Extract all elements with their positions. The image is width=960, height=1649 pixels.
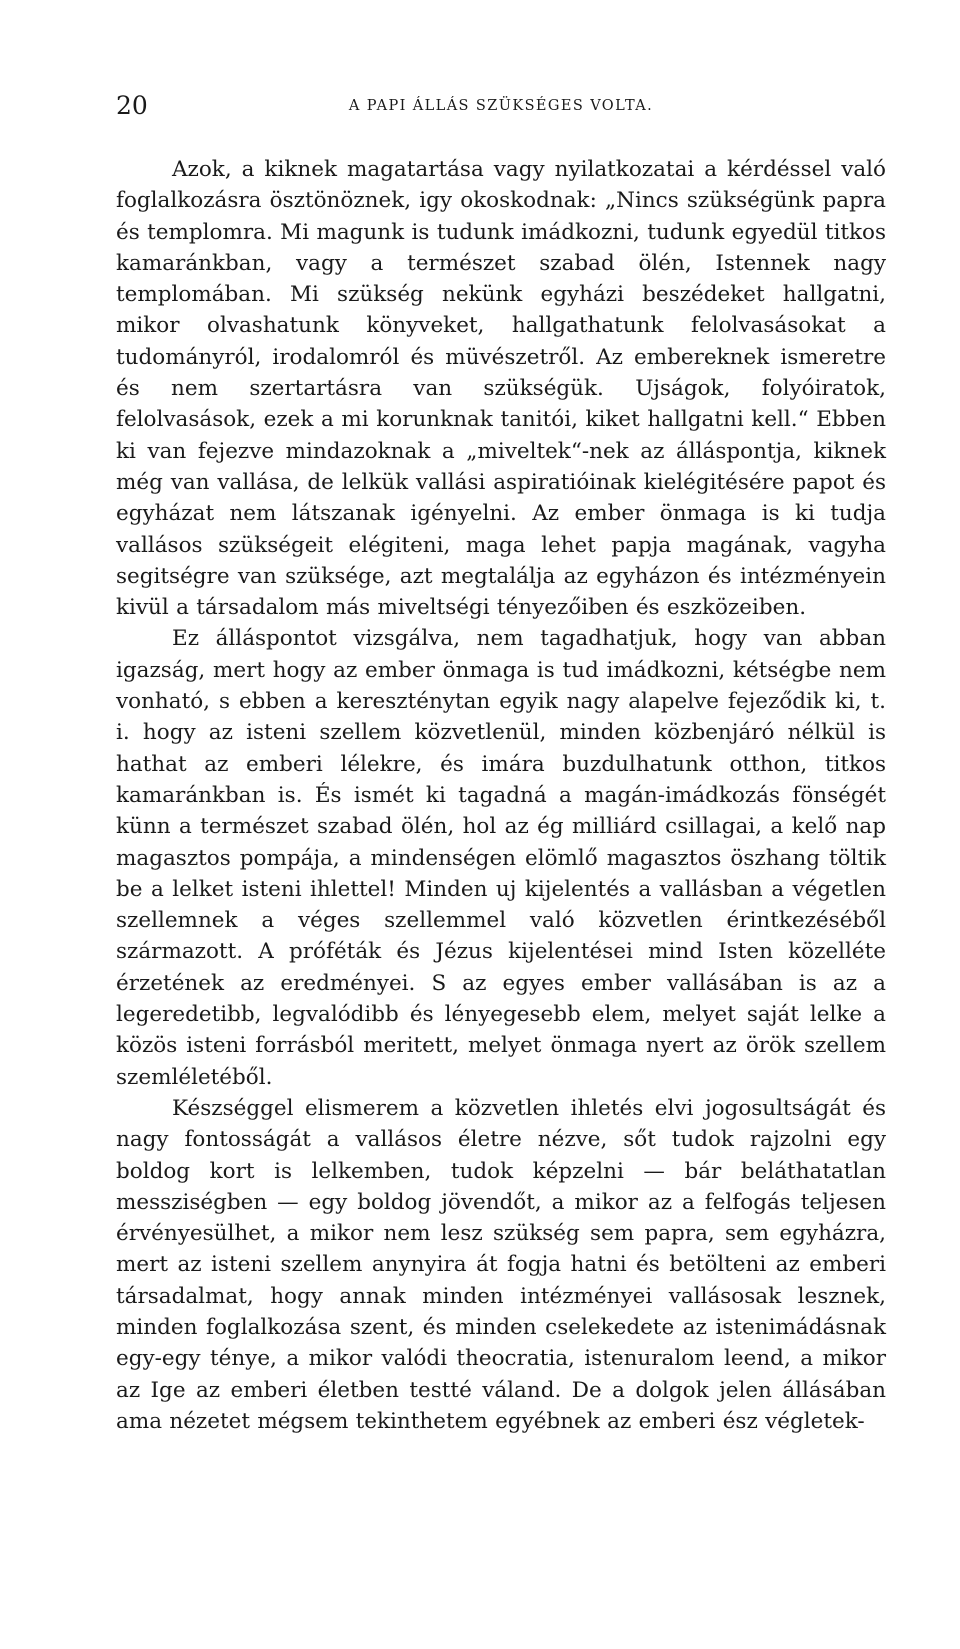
- book-page: [116, 84, 886, 1437]
- running-title: A PAPI ÁLLÁS SZÜKSÉGES VOLTA.: [348, 98, 654, 114]
- body-text: [116, 154, 886, 1437]
- running-header: [116, 84, 886, 128]
- page-number: 20: [116, 91, 148, 120]
- paragraph: Azok, a kiknek magatartása vagy nyilatkozatai a kérdéssel való foglalkozásra ösztönöznek, igy okoskodnak: „Nincs szükségünk papra és templomra. Mi magunk is tudunk imádkozni, tudunk egyedül titkos kamaránkban, vagy a természet szabad ölén, Istennek nagy templomában. Mi szükség nekünk egyházi beszédeket hallgatni, mikor olvashatunk könyveket, hallgathatunk felolvasásokat a tudományról, irodalomról és müvészetről. Az embereknek ismeretre és nem szertartásra van szükségük. Ujságok, folyóiratok, felolvasások, ezek a mi korunknak tanitói, kiket hallgatni kell.“ Ebben ki van fejezve mindazoknak a „miveltek“-nek az álláspontja, kiknek még van vallása, de lelkük vallási aspiratióinak kielégitésére papot és egyházat nem látszanak igényelni. Az ember önmaga is ki tudja vallásos szükségeit elégiteni, maga lehet papja magának, vagyha segitségre van szüksége, azt megtalálja az egyházon és intézményein kivül a társadalom más miveltségi tényezőiben és eszközeiben.: [116, 157, 886, 621]
- paragraph: Készséggel elismerem a közvetlen ihletés elvi jogosultságát és nagy fontosságát a vallásos életre nézve, sőt tudok rajzolni egy boldog kort is lelkemben, tudok képzelni — bár beláthatatlan messziségben — egy boldog jövendőt, a mikor az a felfogás teljesen érvényesülhet, a mikor nem lesz szükség sem papra, sem egyházra, mert az isteni szellem anynyira át fogja hatni és betölteni az emberi társadalmat, hogy annak minden intézményei vallásosak lesznek, minden foglalkozása szent, és minden cselekedete az istenimádásnak egy-egy ténye, a mikor valódi theocratia, istenuralom leend, a mikor az Ige az emberi életben testté váland. De a dolgok jelen állásában ama nézetet mégsem tekinthetem egyébnek az emberi ész végletek-: [116, 1095, 886, 1434]
- paragraph: Ez álláspontot vizsgálva, nem tagadhatjuk, hogy van abban igazság, mert hogy az ember önmaga is tud imádkozni, kétségbe nem vonható, s ebben a kereszténytan egyik nagy alapelve fejeződik ki, t. i. hogy az isteni szellem közvetlenül, minden közbenjáró nélkül is hathat az emberi lélekre, és imára buzdulhatunk otthon, titkos kamaránkban is. És ismét ki tagadná a magán-imádkozás fönségét künn a természet szabad ölén, hol az ég milliárd csillagai, a kelő nap magasztos pompája, a mindenségen elömlő magasztos öszhang töltik be a lelket isteni ihlettel! Minden uj kijelentés a vallásban a végetlen szellemnek a véges szellemmel való közvetlen érintkezéséből származott. A próféták és Jézus kijelentései mind Isten közelléte érzetének az eredményei. S az egyes ember vallásában is az a legeredetibb, legvalódibb és lényegesebb elem, melyet saját lelke a közös isteni forrásból meritett, melyet önmaga nyert az örök szellem szemléletéből.: [116, 626, 886, 1090]
